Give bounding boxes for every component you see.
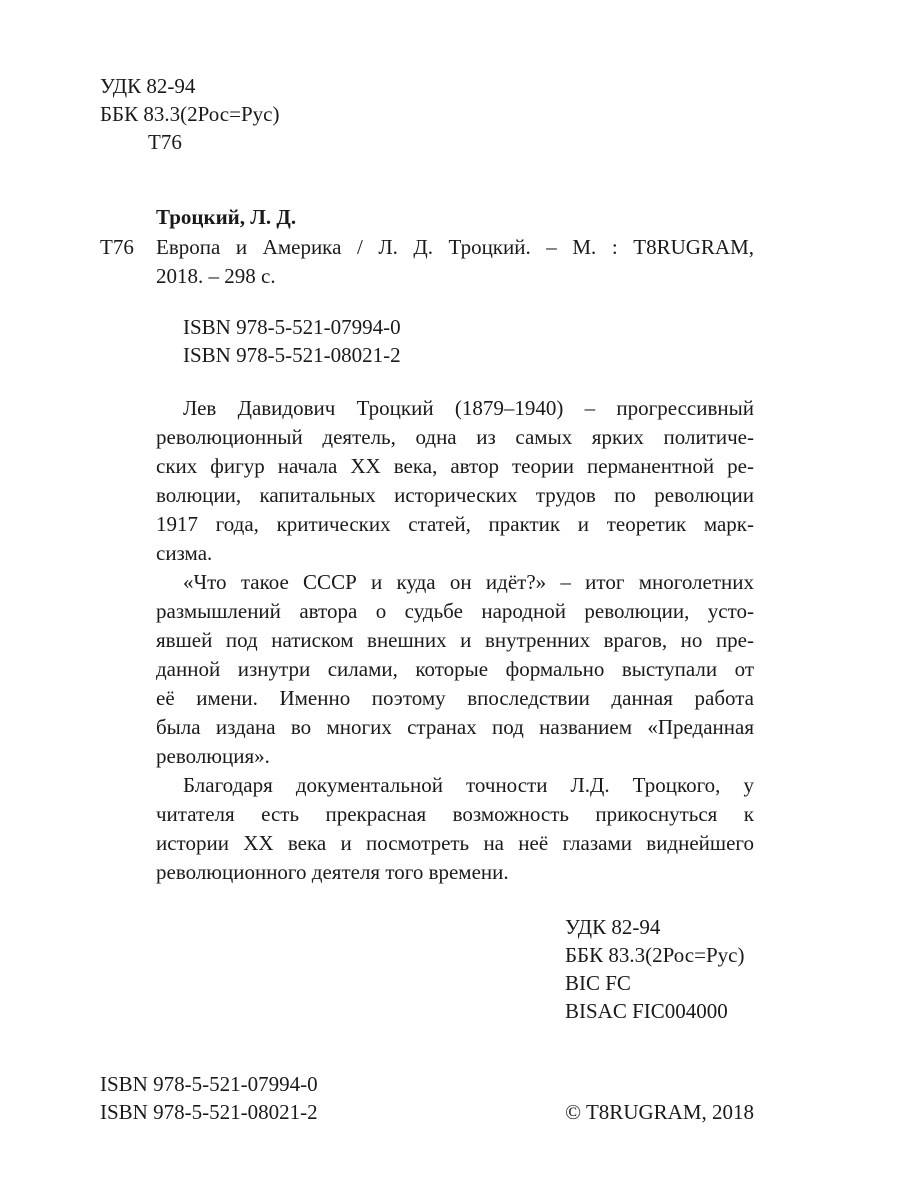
catalog-description-line-1: Европа и Америка / Л. Д. Троцкий. – М. : T8RUGRAM, <box>156 235 754 259</box>
annotation-line: волюции, капитальных исторических трудов по революции <box>156 483 754 507</box>
catalog-description-line-2: 2018. – 298 с. <box>156 264 276 288</box>
annotation-line: сизма. <box>156 541 213 565</box>
annotation-line: данной изнутри силами, которые формально выступали от <box>156 657 754 681</box>
catalog-heading: Троцкий, Л. Д. <box>156 205 297 229</box>
annotation-line: была издана во многих странах под названием «Преданная <box>156 715 754 739</box>
bisac-code: BISAC FIC004000 <box>565 999 728 1023</box>
annotation-line: 1917 года, критических статей, практик и теоретик марк- <box>156 512 754 536</box>
annotation-line: Благодаря документальной точности Л.Д. Троцкого, у <box>183 773 754 797</box>
bbk-code-top: ББК 83.3(2Рос=Рус) <box>100 102 280 126</box>
author-mark-top: Т76 <box>148 130 182 154</box>
udk-code-bottom: УДК 82-94 <box>565 915 661 939</box>
footer-isbn-1: ISBN 978-5-521-07994-0 <box>100 1072 318 1096</box>
catalog-author-mark: Т76 <box>100 235 134 259</box>
annotation-line: явшей под натиском внешних и внутренних врагов, но пре- <box>156 628 754 652</box>
annotation-line: ских фигур начала XX века, автор теории перманентной ре- <box>156 454 754 478</box>
annotation-line: её имени. Именно поэтому впоследствии данная работа <box>156 686 754 710</box>
annotation-line: революционный деятель, одна из самых ярких политиче- <box>156 425 754 449</box>
annotation-line: «Что такое СССР и куда он идёт?» – итог многолетних <box>183 570 754 594</box>
annotation-line: истории XX века и посмотреть на неё глазами виднейшего <box>156 831 754 855</box>
footer-isbn-2: ISBN 978-5-521-08021-2 <box>100 1100 318 1124</box>
catalog-isbn-1: ISBN 978-5-521-07994-0 <box>183 315 401 339</box>
annotation-line: читателя есть прекрасная возможность прикоснуться к <box>156 802 754 826</box>
copyright-notice: © T8RUGRAM, 2018 <box>565 1100 754 1124</box>
udk-code-top: УДК 82-94 <box>100 74 196 98</box>
annotation-line: Лев Давидович Троцкий (1879–1940) – прогрессивный <box>183 396 754 420</box>
annotation-line: революция». <box>156 744 270 768</box>
annotation-line: размышлений автора о судьбе народной революции, усто- <box>156 599 754 623</box>
bbk-code-bottom: ББК 83.3(2Рос=Рус) <box>565 943 745 967</box>
catalog-isbn-2: ISBN 978-5-521-08021-2 <box>183 343 401 367</box>
bic-code: BIC FC <box>565 971 631 995</box>
annotation-line: революционного деятеля того времени. <box>156 860 509 884</box>
